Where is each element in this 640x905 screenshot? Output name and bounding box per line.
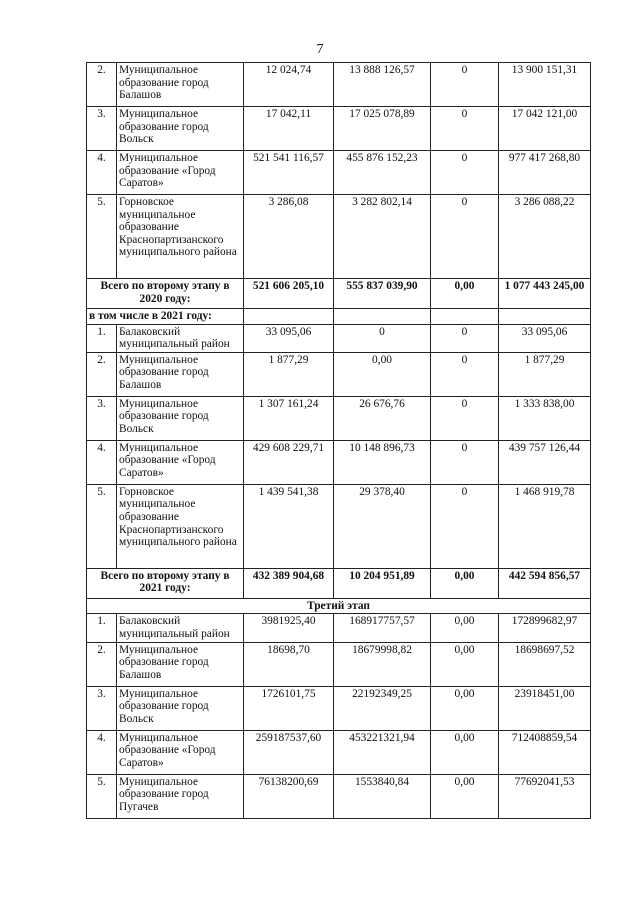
table-cell: 1 307 161,24 <box>244 396 334 440</box>
table-cell: 23918451,00 <box>499 686 591 730</box>
table-cell: 76138200,69 <box>244 774 334 818</box>
table-cell: 168917757,57 <box>334 614 431 642</box>
table-cell: Муниципальное образование «Город Саратов» <box>117 730 244 774</box>
table-cell: 17 025 078,89 <box>334 107 431 151</box>
table-cell: 77692041,53 <box>499 774 591 818</box>
table-cell: 0 <box>334 324 431 352</box>
table-cell: 712408859,54 <box>499 730 591 774</box>
table-cell: 10 148 896,73 <box>334 440 431 484</box>
table-cell: 13 888 126,57 <box>334 63 431 107</box>
table-cell: 0 <box>431 63 499 107</box>
table-cell: 0,00 <box>431 642 499 686</box>
table-cell: 2. <box>87 352 117 396</box>
table-cell: 18679998,82 <box>334 642 431 686</box>
table-row <box>87 195 591 279</box>
table-cell: 453221321,94 <box>334 730 431 774</box>
table-row <box>87 396 591 440</box>
table-cell: 432 389 904,68 <box>244 568 334 598</box>
table-cell: Третий этап <box>87 598 591 614</box>
table-cell: 1726101,75 <box>244 686 334 730</box>
table-row <box>87 686 591 730</box>
table-cell: 0 <box>431 151 499 195</box>
table-cell: 172899682,97 <box>499 614 591 642</box>
table-cell: Муниципальное образование город Балашов <box>117 352 244 396</box>
table-cell: 2. <box>87 63 117 107</box>
empty-cell <box>334 309 431 325</box>
table-cell: 0,00 <box>431 279 499 309</box>
table-cell: 3 286,08 <box>244 195 334 279</box>
table-cell: 555 837 039,90 <box>334 279 431 309</box>
table-cell: 0 <box>431 440 499 484</box>
table-cell: 1. <box>87 324 117 352</box>
table-cell: 17 042 121,00 <box>499 107 591 151</box>
empty-cell <box>431 309 499 325</box>
table-row <box>87 352 591 396</box>
table-row <box>87 484 591 568</box>
table-cell: 0,00 <box>431 568 499 598</box>
table-cell: 18698,70 <box>244 642 334 686</box>
table-cell: 1 077 443 245,00 <box>499 279 591 309</box>
total-row <box>87 568 591 598</box>
stage-header-row <box>87 598 591 614</box>
table-cell: 3 286 088,22 <box>499 195 591 279</box>
table-cell: 5. <box>87 484 117 568</box>
table-cell: 5. <box>87 195 117 279</box>
table-cell: 4. <box>87 151 117 195</box>
table-cell: 22192349,25 <box>334 686 431 730</box>
table-cell: 3981925,40 <box>244 614 334 642</box>
table-cell: 455 876 152,23 <box>334 151 431 195</box>
table-cell: Горновское муниципальное образование Краснопартизанского муниципального района <box>117 195 244 279</box>
table-cell: Всего по второму этапу в 2021 году: <box>87 568 244 598</box>
table-row <box>87 440 591 484</box>
table-cell: 4. <box>87 440 117 484</box>
table-cell: Балаковский муниципальный район <box>117 324 244 352</box>
table-cell: 33 095,06 <box>499 324 591 352</box>
table-row <box>87 730 591 774</box>
table-cell: 1 468 919,78 <box>499 484 591 568</box>
table-cell: 0,00 <box>431 686 499 730</box>
table-cell: Муниципальное образование город Вольск <box>117 396 244 440</box>
table-cell: 3. <box>87 396 117 440</box>
table-row <box>87 642 591 686</box>
funding-table <box>86 62 591 819</box>
table-cell: 29 378,40 <box>334 484 431 568</box>
table-cell: 0 <box>431 484 499 568</box>
table-row <box>87 614 591 642</box>
empty-cell <box>244 309 334 325</box>
total-row <box>87 279 591 309</box>
table-cell: 18698697,52 <box>499 642 591 686</box>
table-cell: 1 333 838,00 <box>499 396 591 440</box>
table-cell: 1. <box>87 614 117 642</box>
table-cell: 259187537,60 <box>244 730 334 774</box>
table-cell: Муниципальное образование «Город Саратов» <box>117 151 244 195</box>
table-cell: 5. <box>87 774 117 818</box>
table-cell: 0 <box>431 107 499 151</box>
table-cell: 0,00 <box>431 730 499 774</box>
table-cell: 977 417 268,80 <box>499 151 591 195</box>
table-cell: Муниципальное образование город Пугачев <box>117 774 244 818</box>
table-cell: Горновское муниципальное образование Краснопартизанского муниципального района <box>117 484 244 568</box>
table-cell: Муниципальное образование город Вольск <box>117 107 244 151</box>
table-row <box>87 151 591 195</box>
table-row <box>87 774 591 818</box>
table-cell: 4. <box>87 730 117 774</box>
table-cell: 0 <box>431 195 499 279</box>
table-cell: 429 608 229,71 <box>244 440 334 484</box>
table-cell: Муниципальное образование «Город Саратов» <box>117 440 244 484</box>
table-cell: 3. <box>87 107 117 151</box>
table-row <box>87 107 591 151</box>
table-cell: 0 <box>431 324 499 352</box>
table-cell: 1 877,29 <box>499 352 591 396</box>
table-cell: 521 541 116,57 <box>244 151 334 195</box>
empty-cell <box>499 309 591 325</box>
table-cell: 1 439 541,38 <box>244 484 334 568</box>
table-cell: Муниципальное образование город Балашов <box>117 63 244 107</box>
table-cell: 0 <box>431 352 499 396</box>
table-cell: 1553840,84 <box>334 774 431 818</box>
table-cell: Муниципальное образование город Балашов <box>117 642 244 686</box>
table-cell: 13 900 151,31 <box>499 63 591 107</box>
page-number: 7 <box>316 42 324 57</box>
table-row <box>87 63 591 107</box>
table-cell: 17 042,11 <box>244 107 334 151</box>
table-cell: 26 676,76 <box>334 396 431 440</box>
table-cell: Всего по второму этапу в 2020 году: <box>87 279 244 309</box>
table-cell: 33 095,06 <box>244 324 334 352</box>
table-cell: 1 877,29 <box>244 352 334 396</box>
table-cell: 0,00 <box>334 352 431 396</box>
table-row <box>87 324 591 352</box>
table-cell: 521 606 205,10 <box>244 279 334 309</box>
table-cell: 442 594 856,57 <box>499 568 591 598</box>
table-cell: 0 <box>431 396 499 440</box>
table-cell: 12 024,74 <box>244 63 334 107</box>
table-cell: Муниципальное образование город Вольск <box>117 686 244 730</box>
table-cell: 3 282 802,14 <box>334 195 431 279</box>
table-cell: 0,00 <box>431 614 499 642</box>
table-cell: 2. <box>87 642 117 686</box>
table-cell: 0,00 <box>431 774 499 818</box>
table-cell: Балаковский муниципальный район <box>117 614 244 642</box>
funding-table-body <box>87 63 591 819</box>
table-cell: 10 204 951,89 <box>334 568 431 598</box>
table-cell: 3. <box>87 686 117 730</box>
table-cell: в том числе в 2021 году: <box>87 309 244 325</box>
table-cell: 439 757 126,44 <box>499 440 591 484</box>
subheader-row <box>87 309 591 325</box>
